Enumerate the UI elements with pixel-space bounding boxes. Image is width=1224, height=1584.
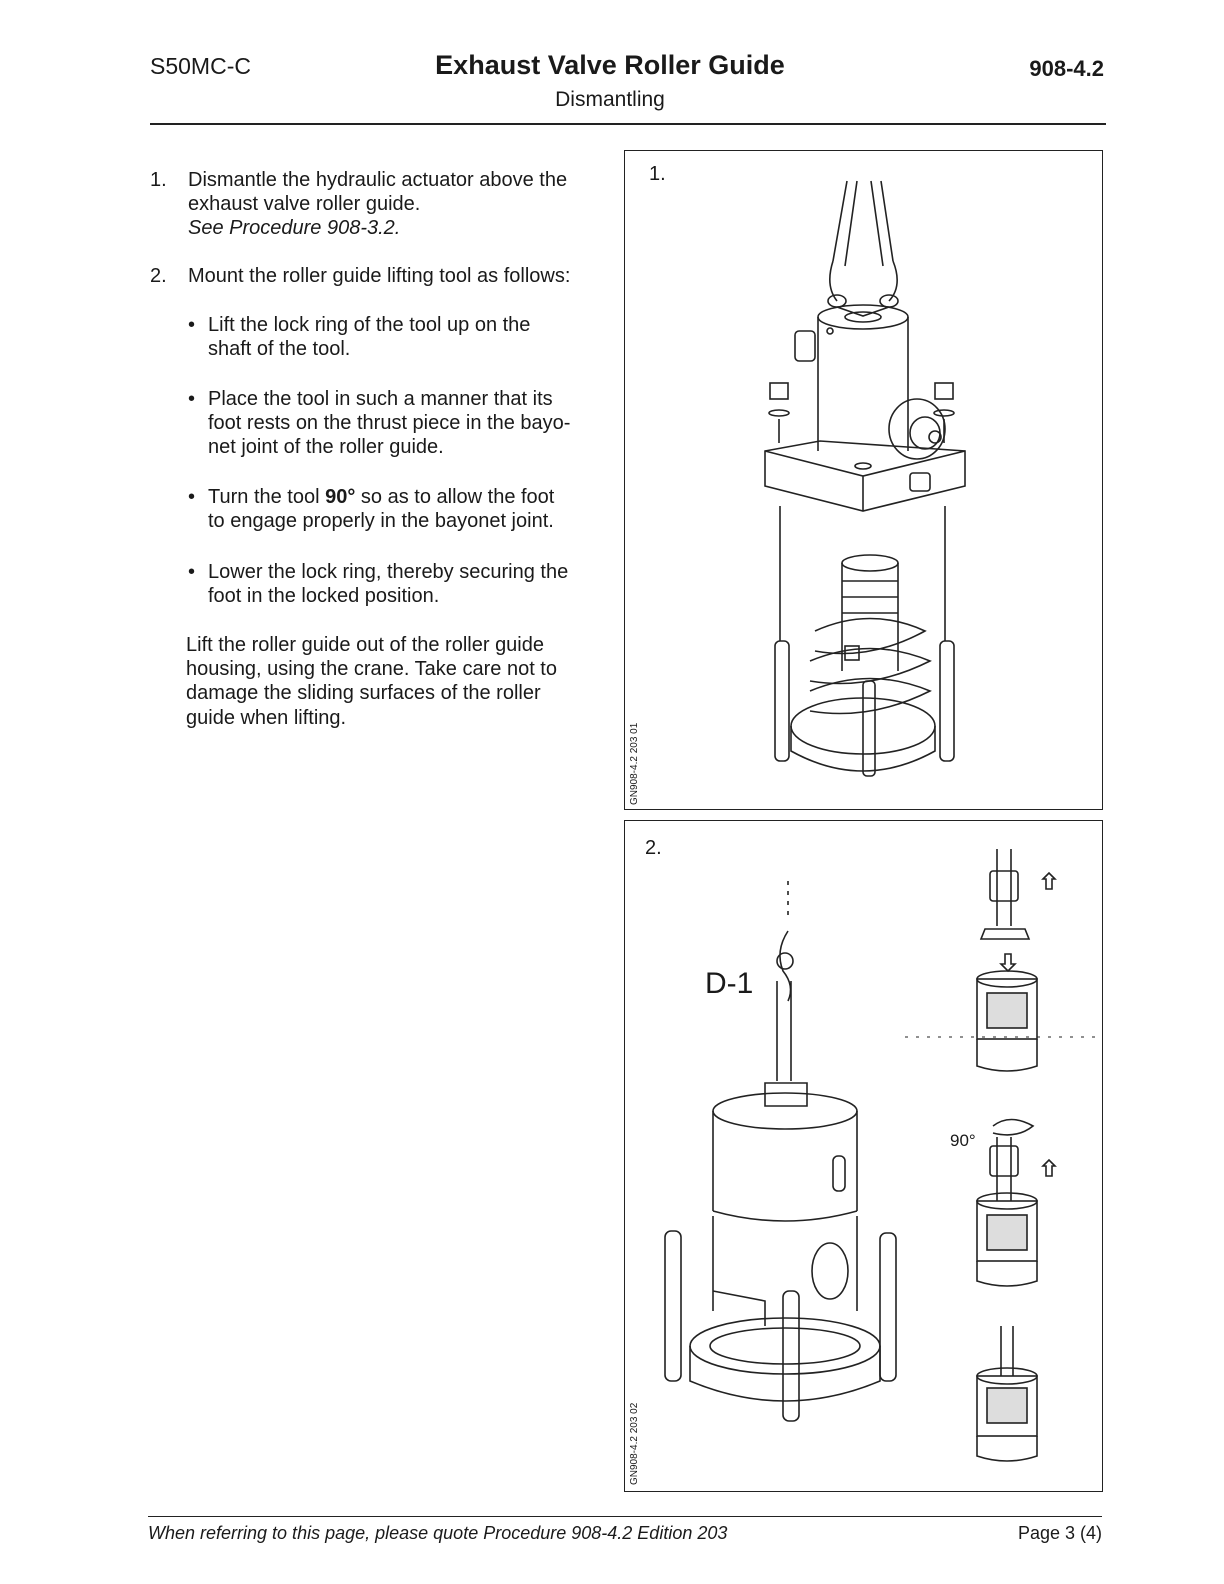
closing-line-4: guide when lifting. [186, 707, 347, 729]
figure-1-number: 1. [649, 163, 666, 185]
bullet-3-angle: 90° [325, 486, 356, 508]
bullet-3-line-2: to engage properly in the bayonet joint. [208, 510, 554, 532]
footer-reference: When referring to this page, please quote Procedure 908-4.2 Edition 203 [148, 1523, 728, 1543]
figure-2-drawing [625, 821, 1102, 1491]
page-subtitle: Dismantling [555, 88, 665, 111]
bullet-4-line-2: foot in the locked position. [208, 585, 440, 607]
bullet-dot: • [188, 561, 196, 583]
procedure-number: 908-4.2 [1029, 56, 1104, 81]
bullet-3-line-1 [208, 485, 554, 510]
bullet-3-post: so as to allow the foot [355, 486, 555, 508]
step-1-reference: See Procedure 908-3.2. [188, 217, 401, 239]
tool-label-d1: D-1 [705, 967, 754, 1000]
closing-line-3: damage the sliding surfaces of the roller [186, 682, 541, 704]
figure-1 [624, 150, 1103, 810]
bullet-1-line-1: Lift the lock ring of the tool up on the [208, 314, 531, 336]
model-label: S50MC-C [150, 53, 251, 79]
bullet-4-line-1: Lower the lock ring, thereby securing the [208, 561, 569, 583]
bullet-2-line-2: foot rests on the thrust piece in the bayo- [208, 412, 571, 434]
header-rule [150, 123, 1106, 125]
figure-1-drawing [625, 151, 1102, 809]
page-number: Page 3 (4) [1017, 1523, 1102, 1543]
closing-line-1: Lift the roller guide out of the roller guide [186, 634, 544, 656]
figure-2 [624, 820, 1103, 1492]
bullet-3-pre: Turn the tool [208, 486, 326, 508]
bullet-2-line-3: net joint of the roller guide. [208, 436, 444, 458]
footer-rule [148, 1516, 1102, 1517]
bullet-dot: • [188, 314, 196, 336]
step-1-line-1: Dismantle the hydraulic actuator above the [188, 169, 568, 191]
bullet-1-line-2: shaft of the tool. [208, 338, 351, 360]
bullet-2-line-1: Place the tool in such a manner that its [208, 388, 553, 410]
figure-2-id: GN908-4.2 203 02 [629, 1402, 640, 1485]
step-1-number: 1. [150, 169, 167, 191]
page-title: Exhaust Valve Roller Guide [435, 50, 785, 80]
closing-line-2: housing, using the crane. Take care not to [186, 658, 557, 680]
angle-label: 90° [950, 1131, 976, 1150]
step-1-line-2: exhaust valve roller guide. [188, 193, 421, 215]
figure-1-id: GN908-4.2 203 01 [629, 722, 640, 805]
step-2-intro: Mount the roller guide lifting tool as follows: [188, 265, 571, 287]
figure-2-number: 2. [645, 837, 662, 859]
bullet-dot: • [188, 388, 196, 410]
step-2-number: 2. [150, 265, 167, 287]
bullet-dot: • [188, 486, 196, 508]
